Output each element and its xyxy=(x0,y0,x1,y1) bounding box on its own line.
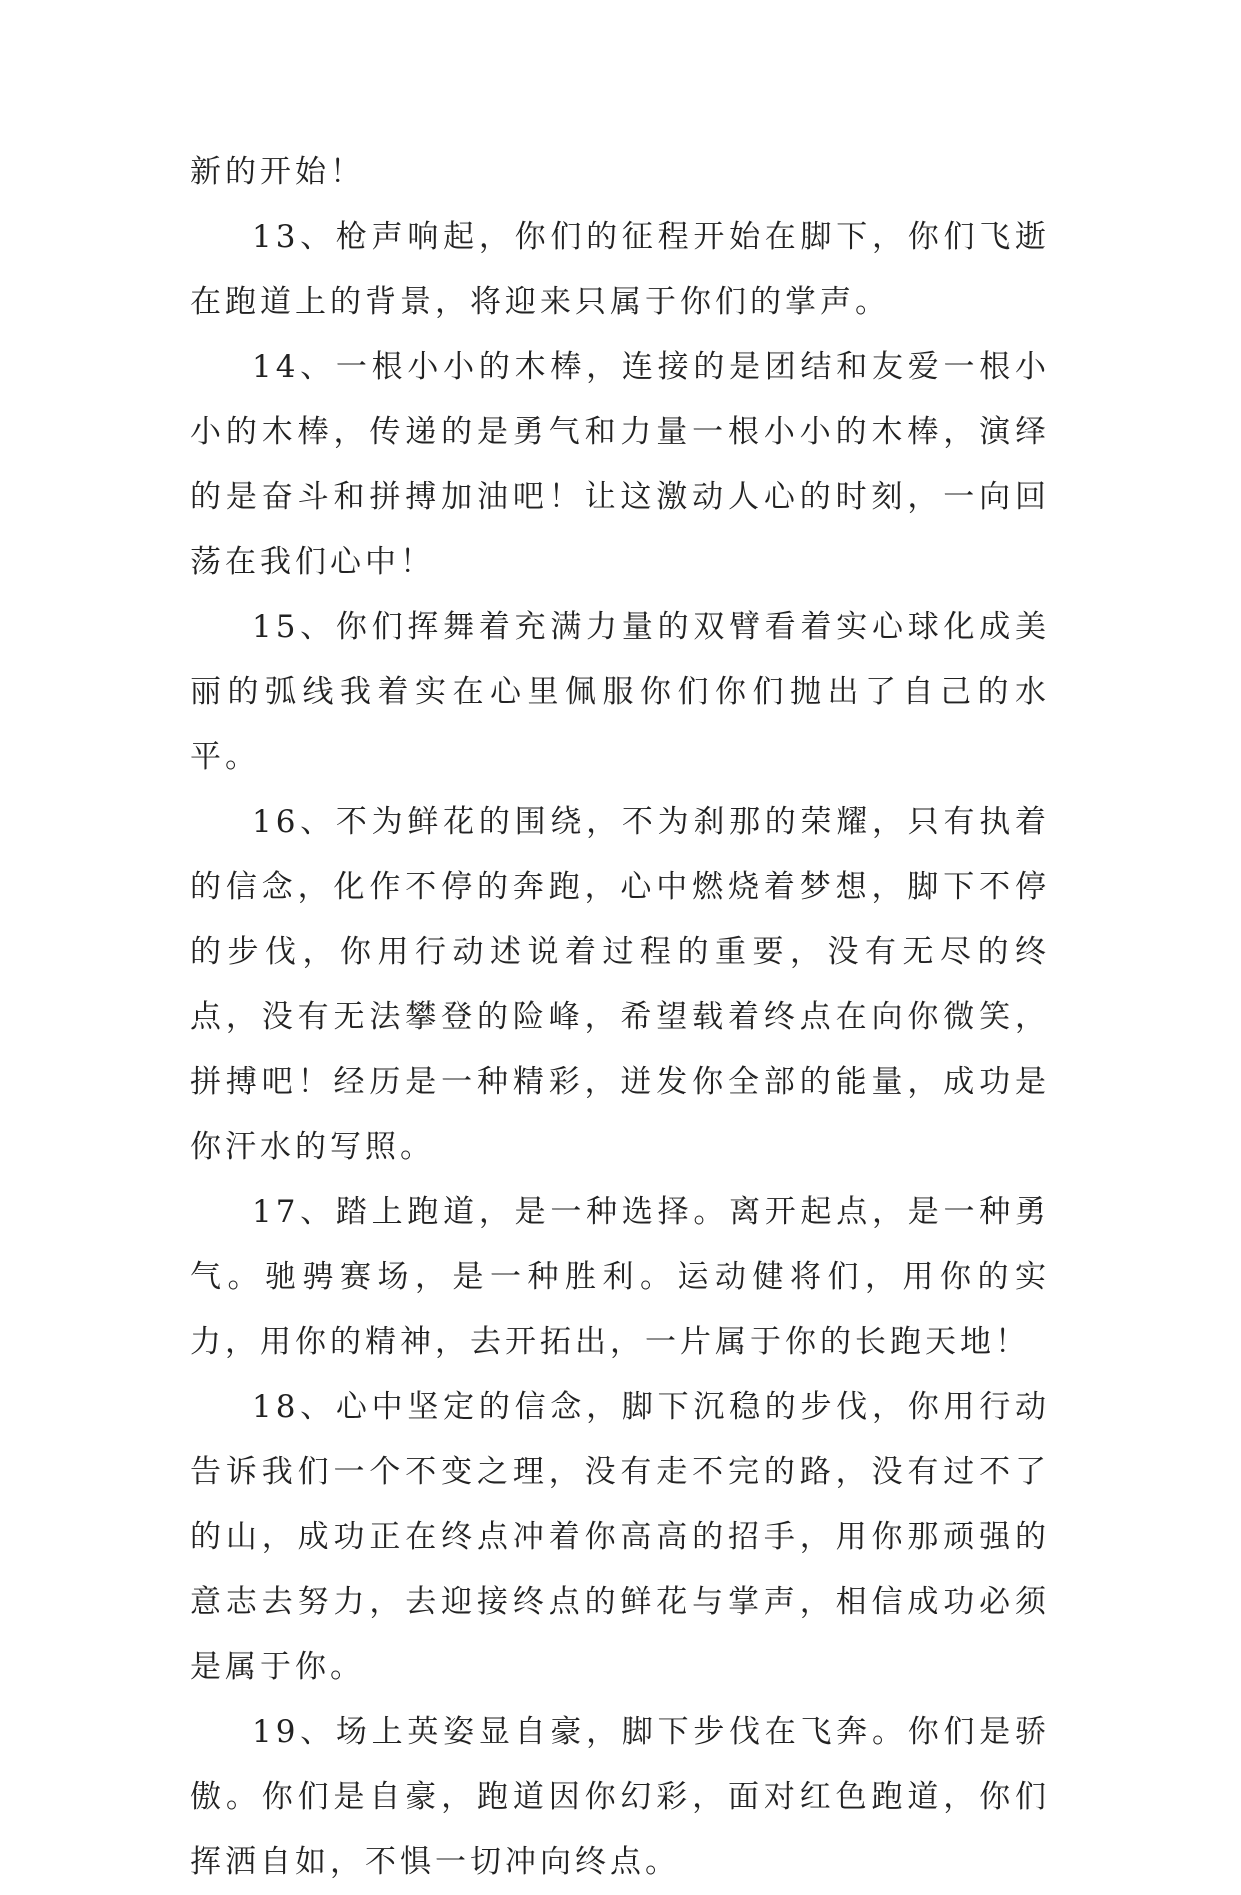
paragraph-14: 14、一根小小的木棒，连接的是团结和友爱一根小小的木棒，传递的是勇气和力量一根小小的木棒，演绎的是奋斗和拼搏加油吧！让这激动人心的时刻，一向回荡在我们心中！ xyxy=(190,349,1050,580)
paragraph-17: 17、踏上跑道，是一种选择。离开起点，是一种勇气。驰骋赛场，是一种胜利。运动健将们，用你的实力，用你的精神，去开拓出，一片属于你的长跑天地！ xyxy=(190,1194,1050,1360)
paragraph-continuation: 新的开始！ xyxy=(190,154,365,190)
document-page xyxy=(190,140,1050,1895)
paragraph-18: 18、心中坚定的信念，脚下沉稳的步伐，你用行动告诉我们一个不变之理，没有走不完的路，没有过不了的山，成功正在终点冲着你高高的招手，用你那顽强的意志去努力，去迎接终点的鲜花与掌声，相信成功必须是属于你。 xyxy=(190,1389,1050,1685)
paragraph-15: 15、你们挥舞着充满力量的双臂看着实心球化成美丽的弧线我着实在心里佩服你们你们抛出了自己的水平。 xyxy=(190,609,1050,775)
paragraph-19: 19、场上英姿显自豪，脚下步伐在飞奔。你们是骄傲。你们是自豪，跑道因你幻彩，面对红色跑道，你们挥洒自如，不惧一切冲向终点。 xyxy=(190,1714,1050,1880)
paragraph-13: 13、枪声响起，你们的征程开始在脚下，你们飞逝在跑道上的背景，将迎来只属于你们的掌声。 xyxy=(190,219,1050,320)
paragraph-16: 16、不为鲜花的围绕，不为刹那的荣耀，只有执着的信念，化作不停的奔跑，心中燃烧着梦想，脚下不停的步伐，你用行动述说着过程的重要，没有无尽的终点，没有无法攀登的险峰，希望载着终点在向你微笑，拼搏吧！经历是一种精彩，迸发你全部的能量，成功是你汗水的写照。 xyxy=(190,804,1050,1165)
